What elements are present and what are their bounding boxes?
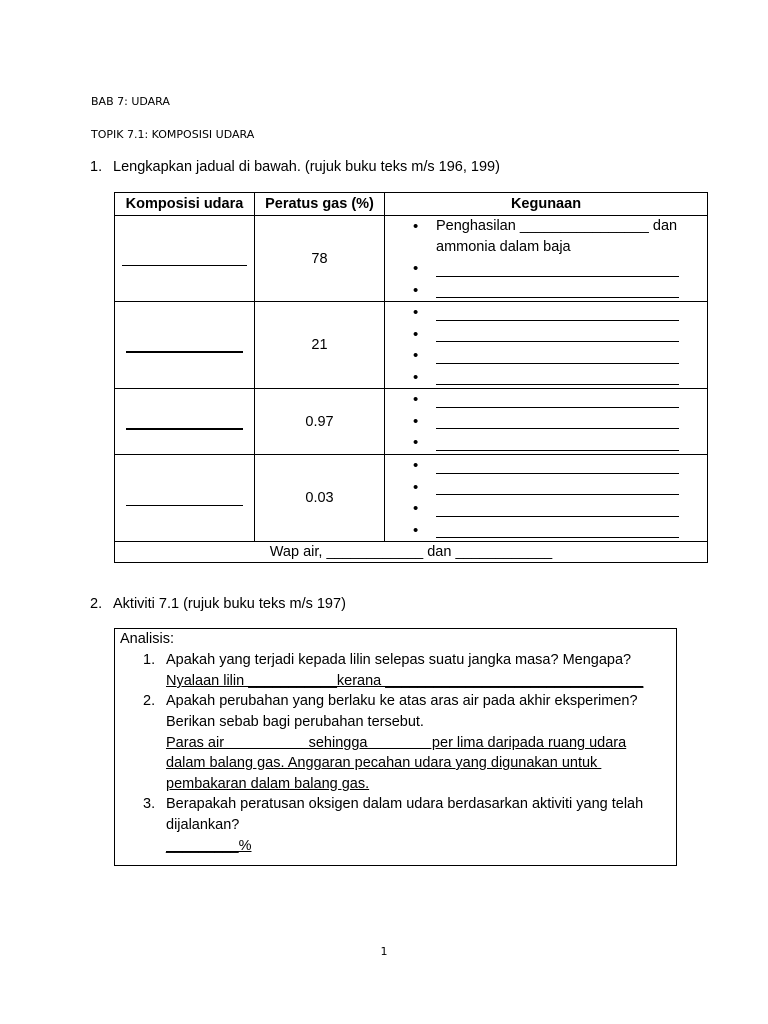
answer-blank[interactable] <box>122 265 247 266</box>
composition-table <box>114 192 708 563</box>
analysis-answer[interactable]: _________% <box>166 838 252 854</box>
analysis-answer[interactable]: Paras air sehingga per lima daripada ruang udara <box>166 735 627 751</box>
analysis-title: Analisis: <box>120 631 174 647</box>
question-1-number: 1. <box>90 159 103 175</box>
use-item[interactable] <box>385 302 707 324</box>
topic-heading: TOPIK 7.1: KOMPOSISI UDARA <box>91 128 255 141</box>
use-text-continued: ammonia dalam baja <box>436 239 571 255</box>
table-row <box>115 216 708 302</box>
table-row <box>115 302 708 389</box>
composition-cell <box>115 302 255 389</box>
question-2-text: Aktiviti 7.1 (rujuk buku teks m/s 197) <box>113 596 346 612</box>
use-item[interactable] <box>385 477 707 499</box>
composition-cell <box>115 389 255 455</box>
header-percent: Peratus gas (%) <box>255 193 385 216</box>
use-item[interactable] <box>385 432 707 454</box>
use-item[interactable] <box>385 280 707 302</box>
header-composition: Komposisi udara <box>115 193 255 216</box>
uses-cell <box>385 216 708 302</box>
question-1-text: Lengkapkan jadual di bawah. (rujuk buku teks m/s 196, 199) <box>113 159 500 175</box>
use-item[interactable] <box>385 520 707 542</box>
answer-blank[interactable] <box>126 428 243 430</box>
analysis-item-number: 3. <box>143 796 156 812</box>
uses-cell <box>385 389 708 455</box>
uses-cell <box>385 302 708 389</box>
use-item[interactable] <box>385 345 707 367</box>
answer-blank[interactable] <box>126 351 243 353</box>
answer-blank[interactable] <box>126 505 243 506</box>
percent-cell: 0.03 <box>255 455 385 542</box>
composition-cell <box>115 216 255 302</box>
use-item[interactable] <box>385 389 707 411</box>
percent-cell: 0.97 <box>255 389 385 455</box>
use-item <box>385 216 707 258</box>
use-item[interactable] <box>385 324 707 346</box>
analysis-question: Apakah yang terjadi kepada lilin selepas suatu jangka masa? Mengapa? <box>166 652 632 668</box>
page-number: 1 <box>380 945 388 958</box>
table-header-row <box>115 193 708 216</box>
question-2-number: 2. <box>90 596 103 612</box>
water-vapour-cell: Wap air, ____________ dan ____________ <box>115 542 708 563</box>
analysis-answer-continued: dalam balang gas. Anggaran pecahan udara yang digunakan untuk <box>166 755 602 771</box>
use-item[interactable] <box>385 498 707 520</box>
table-row <box>115 455 708 542</box>
analysis-box <box>114 628 677 866</box>
use-item[interactable] <box>385 258 707 280</box>
composition-cell <box>115 455 255 542</box>
chapter-heading: BAB 7: UDARA <box>91 95 170 108</box>
use-text: Penghasilan ________________ dan <box>436 218 678 234</box>
analysis-answer[interactable]: Nyalaan lilin ___________kerana ________________________________ <box>166 673 644 689</box>
analysis-question: Berapakah peratusan oksigen dalam udara berdasarkan aktiviti yang telah <box>166 796 644 812</box>
uses-cell <box>385 455 708 542</box>
table-footer-row <box>115 542 708 563</box>
header-uses: Kegunaan <box>385 193 708 216</box>
percent-cell: 78 <box>255 216 385 302</box>
percent-cell: 21 <box>255 302 385 389</box>
analysis-item-number: 2. <box>143 693 156 709</box>
analysis-item-number: 1. <box>143 652 156 668</box>
analysis-question: Apakah perubahan yang berlaku ke atas aras air pada akhir eksperimen? <box>166 693 638 709</box>
table-row <box>115 389 708 455</box>
use-item[interactable] <box>385 455 707 477</box>
analysis-answer-continued: pembakaran dalam balang gas. <box>166 776 370 792</box>
analysis-question-continued: dijalankan? <box>166 817 240 833</box>
use-item[interactable] <box>385 367 707 389</box>
use-item[interactable] <box>385 411 707 433</box>
analysis-question-continued: Berikan sebab bagi perubahan tersebut. <box>166 714 424 730</box>
